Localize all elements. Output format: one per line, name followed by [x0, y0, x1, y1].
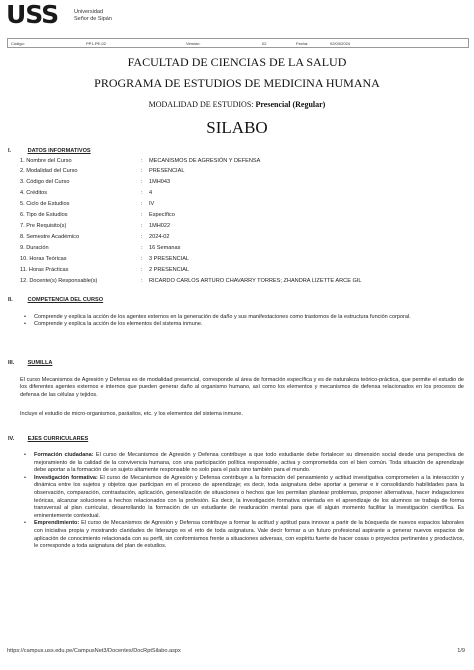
info-separator: : [141, 256, 143, 262]
logo-line-2: Señor de Sipán [74, 15, 112, 22]
info-separator: : [141, 278, 143, 284]
info-value: Específico [149, 212, 175, 218]
section-title: EJES CURRICULARES [27, 436, 89, 442]
info-value: 1MH043 [149, 179, 171, 185]
modality-label: MODALIDAD DE ESTUDIOS: [148, 100, 254, 109]
list-item [24, 475, 464, 521]
info-separator: : [141, 223, 143, 229]
program-title: PROGRAMA DE ESTUDIOS DE MEDICINA HUMANA [94, 76, 380, 90]
section-number: II. [8, 297, 13, 303]
info-value: IV [149, 201, 155, 207]
info-label: 9. Duración [20, 245, 49, 251]
sumilla-paragraph: Incluye el estudio de micro-organismos, parásitos, etc. y los elementos del sistema inmune. [20, 411, 243, 417]
section-datos-informativos [8, 148, 91, 154]
version-value: 02 [262, 40, 267, 46]
info-separator: : [141, 201, 143, 207]
document-meta-bar [7, 38, 469, 48]
fecha-label: Fecha: [296, 40, 309, 46]
section-title: DATOS INFORMATIVOS [27, 148, 91, 154]
fecha-value: 02/03/2024 [330, 40, 351, 46]
info-value: 2024-02 [149, 234, 170, 240]
info-label: 7. Pre Requisito(s) [20, 223, 67, 229]
info-separator: : [141, 168, 143, 174]
info-label: 12. Docente(s) Responsable(s) [20, 278, 98, 284]
info-label: 3. Código del Curso [20, 179, 70, 185]
info-label: 11. Horas Prácticas [20, 267, 69, 273]
logo-text [74, 9, 112, 22]
document-title: SILABO [206, 118, 268, 137]
section-competencia [8, 297, 103, 303]
info-separator: : [141, 267, 143, 273]
section-title: COMPETENCIA DEL CURSO [27, 297, 104, 303]
eje-title: Investigación formativa: [34, 474, 98, 481]
page-number: 1/9 [457, 648, 465, 654]
footer-url: https://campus.uss.edu.pe/CampusNet3/Docentes/DocRptSilabo.aspx [7, 648, 181, 654]
info-value: 2 PRESENCIAL [149, 267, 190, 273]
info-separator: : [141, 212, 143, 218]
list-item [24, 452, 464, 475]
info-label: 2. Modalidad del Curso [20, 168, 78, 174]
logo-mark: USS [6, 0, 59, 29]
info-separator: : [141, 158, 143, 164]
info-separator: : [141, 190, 143, 196]
modality-line [0, 100, 474, 109]
info-value: 1MH022 [149, 223, 171, 229]
codigo-label: Código: [11, 40, 25, 46]
info-separator: : [141, 234, 143, 240]
section-ejes-curriculares [8, 436, 88, 442]
logo-line-1: Universidad [74, 9, 104, 15]
info-label: 5. Ciclo de Estudios [20, 201, 70, 207]
eje-text: El curso de Mecanismos de Agresión y Defensa contribuye a formar la actitud y aptitud para innovar a partir de la búsqueda de nuevos espacios laborales con iniciativa propia y mostrando claridades de liderazgo es el reto de toda asignatura. Vale decir formar a un futuro profesional aspirante a generar nuevos espacios de aplicación de conocimiento relacionada con su perfil, sin conformismos frente a situaciones adversas, con espíritu fuerte de hacer cosas o proyectos pertinentes y productivos, le corresponde a toda asignatura del plan de estudios. [34, 520, 464, 550]
info-value: 16 Semanas [149, 245, 181, 251]
eje-title: Formación ciudadana: [34, 452, 94, 458]
info-value: 4 [149, 190, 153, 196]
info-label: 8. Semestre Académico [20, 234, 80, 240]
faculty-title: FACULTAD DE CIENCIAS DE LA SALUD [127, 55, 347, 69]
list-item [24, 520, 464, 550]
info-label: 6. Tipo de Estudios [20, 212, 68, 218]
section-number: IV. [8, 436, 15, 442]
ejes-list [24, 452, 464, 551]
info-value: MECANISMOS DE AGRESIÓN Y DEFENSA [149, 158, 261, 164]
info-label: 1. Nombre del Curso [20, 158, 72, 164]
sumilla-paragraph: El curso Mecanismos de Agresión y Defensa es de modalidad presencial, corresponde al área de formación específica y es de naturaleza teórico-práctica, que permite el estudio de los diferentes agentes externos e internos que pueden generar daño al organismo humano, así como los elementos y mecanismos de defensa relacionados en los procesos de defensa de las células y tejidos. [20, 377, 464, 398]
info-value: RICARDO CARLOS ARTURO CHAVARRY TORRES; ZHANDRA LIZETTE ARCE GIL [149, 278, 362, 284]
version-label: Versión: [186, 40, 201, 46]
info-value: 3 PRESENCIAL [149, 256, 190, 262]
info-separator: : [141, 179, 143, 185]
eje-title: Emprendimiento: [34, 520, 80, 527]
eje-text: El curso de Mecanismos de Agresión y Defensa contribuye a la formación del pensamiento y actitud investigativa comprometen a la interacción y dinámica entre los sujetos y objetos que participan en el proceso de aprendizaje; es decir, toda asignatura debe aportar a generar e ir consolidando habilidades para la observación, comparación, contrastación, aplicación, generalización de situaciones o hechos que les permitan plantear problemas, proponer alternativas, hacer indagaciones teóricas, alcanzar soluciones a hechos relacionados con la profesión. Es decir, la investigación formativa orientada en el aprendizaje de los alumnos se trabaja de forma transversal al plan curricular, desarrollando la formación de un estudiante de readuración mental para que él alguin momento facilitar la investigación científica. Es eminentemente contextual. [34, 474, 464, 519]
info-label: 10. Horas Teóricas [20, 256, 67, 262]
modality-value: Presencial (Regular) [255, 100, 326, 109]
university-logo [6, 0, 116, 30]
eje-text: El curso de Mecanismos de Agresión y Defensa contribuye a que todo estudiante debe fortalecer su dimensión social desde una perspectiva de mejoramiento de la calidad de la convivencia humana, con una participación política responsable, activa y comprometida con el bien común. Toda situación de aprendizaje debe aportar a la formación de un sujeto altamente responsable no solo para el país sino también para el mundo. [34, 452, 464, 474]
list-item: • Comprende y explica la acción de los elementos del sistema inmune. [24, 321, 464, 328]
list-item: • Comprende y explica la acción de los agentes externos en la generación de daño y sus manifestaciones como trastornos de la estructura función corporal. [24, 314, 464, 321]
info-separator: : [141, 245, 143, 251]
section-title: SUMILLA [27, 360, 53, 366]
info-value: PRESENCIAL [149, 168, 185, 174]
info-label: 4. Créditos [20, 190, 48, 196]
section-sumilla [8, 360, 52, 366]
section-number: III. [8, 360, 15, 366]
codigo-value: PP1-PE-02 [86, 40, 107, 46]
section-number: I. [8, 148, 12, 154]
competencia-list [24, 314, 464, 329]
